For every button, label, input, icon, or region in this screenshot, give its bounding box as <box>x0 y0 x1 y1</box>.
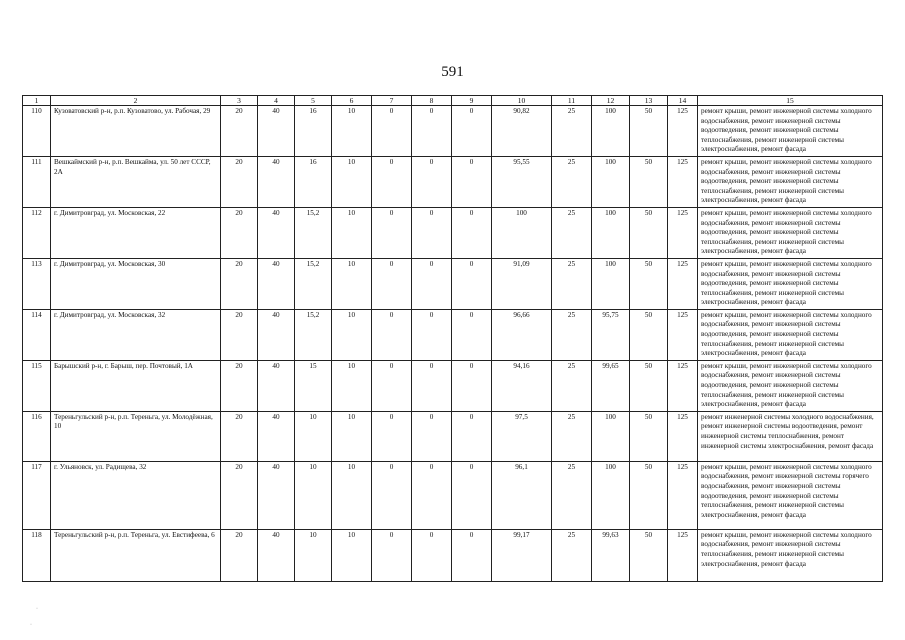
value-cell-c4: 40 <box>258 258 295 309</box>
header-cell: 4 <box>258 96 295 106</box>
table-row <box>23 207 883 258</box>
header-cell: 11 <box>552 96 592 106</box>
value-cell-c8: 0 <box>412 309 452 360</box>
value-cell-c12: 99,65 <box>592 360 630 411</box>
header-cell: 12 <box>592 96 630 106</box>
value-cell-c8: 0 <box>412 258 452 309</box>
value-cell-c14: 125 <box>668 360 698 411</box>
address-cell: Тереньгульский р-н, р.п. Тереньга, ул. Молодёжная, 10 <box>51 411 221 461</box>
value-cell-c7: 0 <box>372 309 412 360</box>
value-cell-c3: 20 <box>221 156 258 207</box>
table-row <box>23 411 883 461</box>
value-cell-c12: 100 <box>592 411 630 461</box>
table-row <box>23 106 883 157</box>
value-cell-c12: 100 <box>592 156 630 207</box>
value-cell-c7: 0 <box>372 156 412 207</box>
value-cell-c12: 100 <box>592 207 630 258</box>
value-cell-c10: 96,1 <box>492 461 552 529</box>
value-cell-c6: 10 <box>332 461 372 529</box>
value-cell-c14: 125 <box>668 258 698 309</box>
value-cell-c11: 25 <box>552 411 592 461</box>
value-cell-c3: 20 <box>221 106 258 157</box>
value-cell-c13: 50 <box>630 461 668 529</box>
table-row <box>23 156 883 207</box>
value-cell-c11: 25 <box>552 106 592 157</box>
value-cell-c3: 20 <box>221 207 258 258</box>
scan-speck: · <box>36 606 38 612</box>
value-cell-c14: 125 <box>668 529 698 581</box>
value-cell-c3: 20 <box>221 411 258 461</box>
row-number-cell: 111 <box>23 156 51 207</box>
works-cell: ремонт крыши, ремонт инженерной системы холодного водоснабжения, ремонт инженерной системы водоотведения, ремонт инженерной системы теплоснабжения, ремонт инженерной системы электроснабжения, ремонт фасада <box>698 207 883 258</box>
works-cell: ремонт крыши, ремонт инженерной системы холодного водоснабжения, ремонт инженерной системы водоотведения, ремонт инженерной системы теплоснабжения, ремонт инженерной системы электроснабжения, ремонт фасада <box>698 156 883 207</box>
value-cell-c6: 10 <box>332 529 372 581</box>
value-cell-c11: 25 <box>552 309 592 360</box>
value-cell-c4: 40 <box>258 360 295 411</box>
value-cell-c7: 0 <box>372 411 412 461</box>
row-number-cell: 116 <box>23 411 51 461</box>
value-cell-c14: 125 <box>668 106 698 157</box>
value-cell-c9: 0 <box>452 207 492 258</box>
value-cell-c14: 125 <box>668 461 698 529</box>
value-cell-c4: 40 <box>258 411 295 461</box>
address-cell: Тереньгульский р-н, р.п. Тереньга, ул. Евстифеева, 6 <box>51 529 221 581</box>
value-cell-c14: 125 <box>668 309 698 360</box>
table-row <box>23 461 883 529</box>
value-cell-c10: 97,5 <box>492 411 552 461</box>
value-cell-c4: 40 <box>258 207 295 258</box>
value-cell-c13: 50 <box>630 309 668 360</box>
row-number-cell: 110 <box>23 106 51 157</box>
value-cell-c10: 96,66 <box>492 309 552 360</box>
works-cell: ремонт крыши, ремонт инженерной системы холодного водоснабжения, ремонт инженерной системы горячего водоснабжения, ремонт инженерной системы водоотведения, ремонт инженерной системы теплоснабжения, ремонт инженерной системы электроснабжения, ремонт фасада <box>698 461 883 529</box>
page-number: 591 <box>441 64 464 80</box>
value-cell-c12: 100 <box>592 258 630 309</box>
address-cell: г. Ульяновск, ул. Радищева, 32 <box>51 461 221 529</box>
works-cell: ремонт крыши, ремонт инженерной системы холодного водоснабжения, ремонт инженерной системы водоотведения, ремонт инженерной системы теплоснабжения, ремонт инженерной системы электроснабжения, ремонт фасада <box>698 360 883 411</box>
value-cell-c4: 40 <box>258 309 295 360</box>
value-cell-c6: 10 <box>332 309 372 360</box>
value-cell-c4: 40 <box>258 106 295 157</box>
value-cell-c10: 99,17 <box>492 529 552 581</box>
value-cell-c9: 0 <box>452 411 492 461</box>
table-row <box>23 529 883 581</box>
value-cell-c12: 100 <box>592 461 630 529</box>
works-cell: ремонт крыши, ремонт инженерной системы холодного водоснабжения, ремонт инженерной системы водоотведения, ремонт инженерной системы теплоснабжения, ремонт инженерной системы электроснабжения, ремонт фасада <box>698 258 883 309</box>
value-cell-c14: 125 <box>668 411 698 461</box>
value-cell-c12: 99,63 <box>592 529 630 581</box>
header-cell: 5 <box>295 96 332 106</box>
value-cell-c9: 0 <box>452 360 492 411</box>
value-cell-c4: 40 <box>258 461 295 529</box>
value-cell-c6: 10 <box>332 360 372 411</box>
table-row <box>23 309 883 360</box>
row-number-cell: 112 <box>23 207 51 258</box>
header-cell: 15 <box>698 96 883 106</box>
value-cell-c7: 0 <box>372 258 412 309</box>
value-cell-c3: 20 <box>221 360 258 411</box>
works-cell: ремонт крыши, ремонт инженерной системы холодного водоснабжения, ремонт инженерной системы теплоснабжения, ремонт инженерной системы электроснабжения, ремонт фасада <box>698 529 883 581</box>
value-cell-c5: 10 <box>295 529 332 581</box>
value-cell-c11: 25 <box>552 529 592 581</box>
value-cell-c9: 0 <box>452 529 492 581</box>
address-cell: Вешкаймский р-н, р.п. Вешкайма, ул. 50 лет СССР, 2А <box>51 156 221 207</box>
table-row <box>23 360 883 411</box>
value-cell-c13: 50 <box>630 207 668 258</box>
address-cell: г. Димитровград, ул. Московская, 32 <box>51 309 221 360</box>
value-cell-c5: 15 <box>295 360 332 411</box>
value-cell-c4: 40 <box>258 529 295 581</box>
row-number-cell: 117 <box>23 461 51 529</box>
header-cell: 6 <box>332 96 372 106</box>
header-cell: 8 <box>412 96 452 106</box>
scan-speck: · <box>30 622 32 628</box>
row-number-cell: 118 <box>23 529 51 581</box>
header-cell: 9 <box>452 96 492 106</box>
value-cell-c9: 0 <box>452 309 492 360</box>
address-cell: Барышский р-н, г. Барыш, пер. Почтовый, 1А <box>51 360 221 411</box>
value-cell-c7: 0 <box>372 461 412 529</box>
value-cell-c5: 10 <box>295 411 332 461</box>
header-cell: 7 <box>372 96 412 106</box>
value-cell-c13: 50 <box>630 258 668 309</box>
value-cell-c5: 15,2 <box>295 258 332 309</box>
address-cell: г. Димитровград, ул. Московская, 30 <box>51 258 221 309</box>
value-cell-c7: 0 <box>372 207 412 258</box>
value-cell-c9: 0 <box>452 258 492 309</box>
value-cell-c14: 125 <box>668 207 698 258</box>
header-cell: 13 <box>630 96 668 106</box>
value-cell-c6: 10 <box>332 106 372 157</box>
value-cell-c5: 15,2 <box>295 309 332 360</box>
value-cell-c7: 0 <box>372 106 412 157</box>
value-cell-c6: 10 <box>332 411 372 461</box>
value-cell-c6: 10 <box>332 258 372 309</box>
works-cell: ремонт инженерной системы холодного водоснабжения, ремонт инженерной системы водоотведения, ремонт инженерной системы теплоснабжения, ремонт инженерной системы электроснабжения, ремонт фасада <box>698 411 883 461</box>
value-cell-c11: 25 <box>552 360 592 411</box>
value-cell-c8: 0 <box>412 156 452 207</box>
works-cell: ремонт крыши, ремонт инженерной системы холодного водоснабжения, ремонт инженерной системы водоотведения, ремонт инженерной системы теплоснабжения, ремонт инженерной системы электроснабжения, ремонт фасада <box>698 309 883 360</box>
value-cell-c7: 0 <box>372 529 412 581</box>
value-cell-c11: 25 <box>552 207 592 258</box>
value-cell-c13: 50 <box>630 529 668 581</box>
table-row <box>23 258 883 309</box>
value-cell-c6: 10 <box>332 156 372 207</box>
value-cell-c13: 50 <box>630 360 668 411</box>
value-cell-c10: 94,16 <box>492 360 552 411</box>
value-cell-c9: 0 <box>452 461 492 529</box>
value-cell-c8: 0 <box>412 207 452 258</box>
header-cell: 3 <box>221 96 258 106</box>
row-number-cell: 114 <box>23 309 51 360</box>
value-cell-c9: 0 <box>452 106 492 157</box>
value-cell-c3: 20 <box>221 258 258 309</box>
value-cell-c11: 25 <box>552 461 592 529</box>
table-body <box>23 96 883 582</box>
value-cell-c8: 0 <box>412 461 452 529</box>
value-cell-c13: 50 <box>630 411 668 461</box>
value-cell-c7: 0 <box>372 360 412 411</box>
value-cell-c10: 90,82 <box>492 106 552 157</box>
value-cell-c10: 91,09 <box>492 258 552 309</box>
value-cell-c3: 20 <box>221 309 258 360</box>
row-number-cell: 115 <box>23 360 51 411</box>
header-cell: 1 <box>23 96 51 106</box>
value-cell-c10: 95,55 <box>492 156 552 207</box>
value-cell-c8: 0 <box>412 411 452 461</box>
header-row <box>23 96 883 106</box>
value-cell-c5: 10 <box>295 461 332 529</box>
value-cell-c8: 0 <box>412 360 452 411</box>
value-cell-c13: 50 <box>630 156 668 207</box>
value-cell-c3: 20 <box>221 529 258 581</box>
value-cell-c4: 40 <box>258 156 295 207</box>
value-cell-c11: 25 <box>552 258 592 309</box>
header-cell: 14 <box>668 96 698 106</box>
value-cell-c5: 16 <box>295 156 332 207</box>
header-cell: 10 <box>492 96 552 106</box>
address-cell: г. Димитровград, ул. Московская, 22 <box>51 207 221 258</box>
address-cell: Кузоватовский р-н, р.п. Кузоватово, ул. Рабочая, 29 <box>51 106 221 157</box>
value-cell-c12: 100 <box>592 106 630 157</box>
value-cell-c11: 25 <box>552 156 592 207</box>
value-cell-c8: 0 <box>412 106 452 157</box>
value-cell-c3: 20 <box>221 461 258 529</box>
value-cell-c10: 100 <box>492 207 552 258</box>
value-cell-c14: 125 <box>668 156 698 207</box>
value-cell-c12: 95,75 <box>592 309 630 360</box>
row-number-cell: 113 <box>23 258 51 309</box>
value-cell-c5: 16 <box>295 106 332 157</box>
value-cell-c5: 15,2 <box>295 207 332 258</box>
value-cell-c13: 50 <box>630 106 668 157</box>
header-cell: 2 <box>51 96 221 106</box>
works-cell: ремонт крыши, ремонт инженерной системы холодного водоснабжения, ремонт инженерной системы водоотведения, ремонт инженерной системы теплоснабжения, ремонт инженерной системы электроснабжения, ремонт фасада <box>698 106 883 157</box>
value-cell-c8: 0 <box>412 529 452 581</box>
value-cell-c6: 10 <box>332 207 372 258</box>
value-cell-c9: 0 <box>452 156 492 207</box>
repair-program-table <box>22 95 883 582</box>
